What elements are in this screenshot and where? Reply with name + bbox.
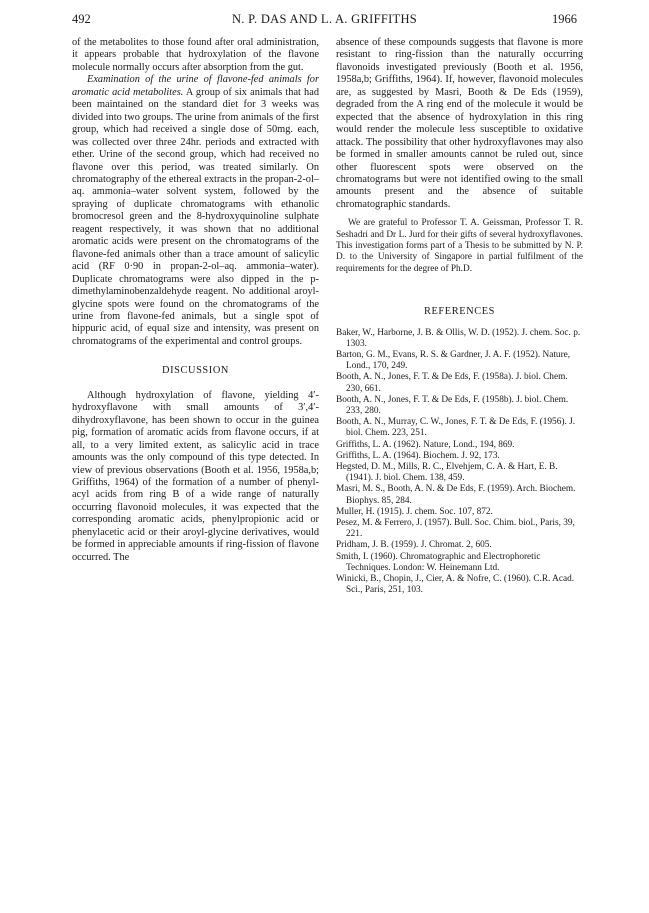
left-column [72,37,319,564]
running-header [72,12,577,28]
reference-item: Booth, A. N., Jones, F. T. & De Eds, F. (1958b). J. biol. Chem. 233, 280. [336,394,569,416]
reference-item: Masri, M. S., Booth, A. N. & De Eds, F. (1959). Arch. Biochem. Biophys. 85, 284. [336,484,576,506]
paragraph-urine-examination [72,74,319,348]
reference-item: Baker, W., Harborne, J. B. & Ollis, W. D. (1952). J. chem. Soc. p. 1303. [336,327,581,349]
reference-item: Griffiths, L. A. (1964). Biochem. J. 92, 173. [336,450,500,461]
right-column [336,37,583,596]
reference-item: Smith, I. (1960). Chromatographic and Electrophoretic Techniques. London: W. Heinemann Ltd. [336,551,541,573]
reference-item: Muller, H. (1915). J. chem. Soc. 107, 872. [336,506,493,517]
paragraph-discussion-continued: absence of these compounds suggests that flavone is more resistant to ring-fission than the naturally occurring flavonoids investigated previously (Booth et al. 1956, 1958a,b; Griffiths, 1964). If, however, flavonoid molecules are, as suggested by Masri, Booth & De Eds (1959), degraded from the A ring end of the molecule it would be expected that the absence of hydroxylation in this ring would render the molecule less susceptible to oxidative attack. The possibility that other hydroxyflavones may also be formed in smaller amounts cannot be ruled out, since other fluorescent spots were observed on the chromatograms but were not identified owing to the small amounts present and the absence of suitable chromatographic standards. [336,37,583,210]
reference-item: Winicki, B., Chopin, J., Cier, A. & Nofre, C. (1960). C.R. Acad. Sci., Paris, 251, 103. [336,573,575,596]
reference-item: Hegsted, D. M., Mills, R. C., Elvehjem, C. A. & Hart, E. B. (1941). J. biol. Chem. 138, 459. [336,461,558,484]
reference-item: Pesez, M. & Ferrero, J. (1957). Bull. Soc. Chim. biol., Paris, 39, 221. [336,517,575,540]
reference-item: Booth, A. N., Murray, C. W., Jones, F. T. & De Eds, F. (1956). J. biol. Chem. 223, 251. [336,417,576,439]
running-title: N. P. DAS AND L. A. GRIFFITHS [231,12,418,26]
reference-item: Pridham, J. B. (1959). J. Chromat. 2, 605. [336,540,492,551]
references-heading: REFERENCES [424,306,495,318]
reference-item: Griffiths, L. A. (1962). Nature, Lond., 194, 869. [336,439,515,450]
page-number: 492 [72,12,91,26]
paragraph-body: A group of six animals that had been maintained on the standard diet for 3 weeks was divided into two groups. The urine from animals of the first group, which had received a single dose of 50mg. each, was collected over three 24hr. periods and extracted with ether. Urine of the second group, which had received no flavone over this period, was treated similarly. On chromatography of the ethereal extracts in the propan-2-ol–aq. ammonia–water solvent system, followed by the spraying of duplicate chromatograms with ethanolic bromocresol green and the 8-hydroxyquinoline sulphate reagent respectively, it was shown that no additional aromatic acids were present on the chromatograms of the flavone-fed animals other than a trace amount of salicylic acid (RF 0·90 in propan-2-ol–aq. ammonia–water). Duplicate chromatograms were also dipped in the p-dimethylaminobenzaldehyde reagent. No additional aroyl-glycine spots were found on the chromatograms of the urine from flavone-fed animals, but a single spot of hippuric acid, of equal size and intensity, was present on chromatograms of the experimental and control groups. [72,86,319,347]
paragraph-continuation: of the metabolites to those found after oral administration, it appears probable that hydroxylation of the flavone molecule normally occurs after absorption from the gut. [72,37,319,73]
reference-item: Barton, G. M., Evans, R. S. & Gardner, J. A. F. (1952). Nature, Lond., 170, 249. [336,349,571,372]
subsection-heading: Examination of the urine of flavone-fed animals for aromatic acid metabolites. [72,74,319,98]
reference-list [336,328,583,597]
journal-year: 1966 [552,12,577,26]
acknowledgement: We are grateful to Professor T. A. Geissman, Professor T. R. Seshadri and Dr L. Jurd for their gifts of several hydroxyflavones. This investigation forms part of a Thesis to be submitted by N. P. D. to the University of Singapore in partial fulfilment of the requirements for the degree of Ph.D. [336,218,583,274]
paragraph-discussion: Although hydroxylation of flavone, yielding 4′-hydroxyflavone with small amounts of 3′,4′-dihydroxyflavone, has been shown to occur in the guinea pig, formation of aromatic acids from flavone occurs, if at all, to a very limited extent, as salicylic acid in trace amounts was the only compound of this type detected. In view of previous observations (Booth et al. 1956, 1958a,b; Griffiths, 1964) of the formation of a number of phenyl-acyl acids from ring B of a wide range of naturally occurring flavonoid molecules, it was expected that the corresponding aromatic acids, phenylpropionic acid or phenylacetic acid or their aroyl-glycine derivatives, would be formed in appreciable amounts if ring-fission of flavone occurred. The [72,389,319,563]
discussion-heading: DISCUSSION [162,365,229,377]
reference-item: Booth, A. N., Jones, F. T. & De Eds, F. (1958a). J. biol. Chem. 230, 661. [336,372,568,394]
